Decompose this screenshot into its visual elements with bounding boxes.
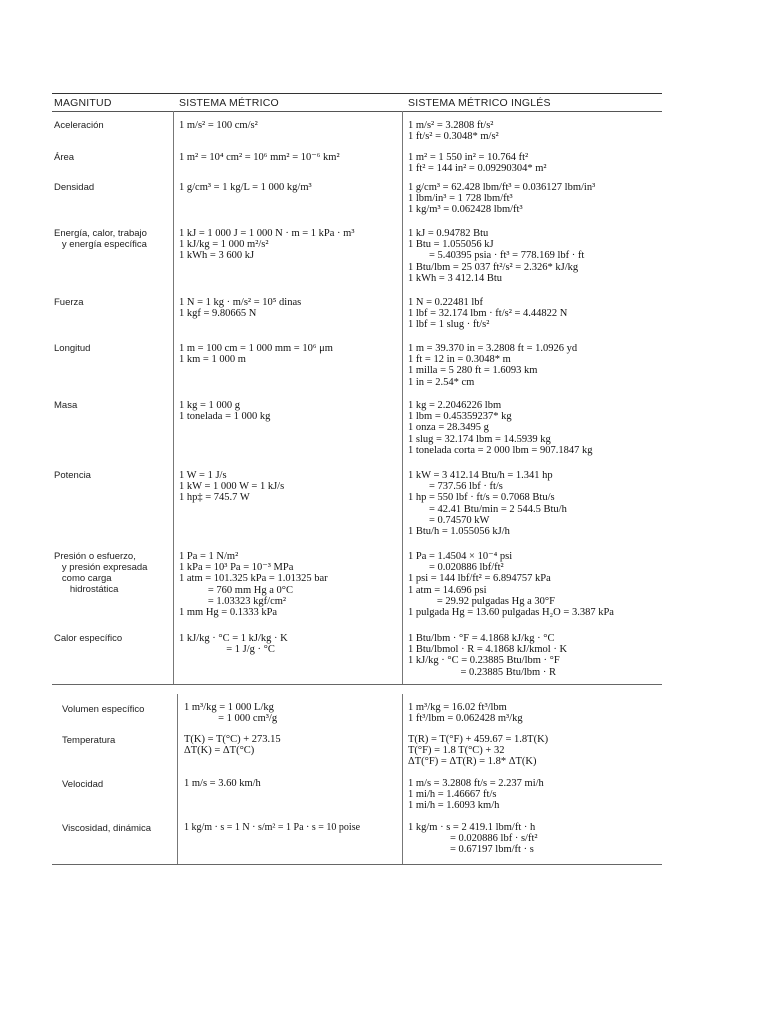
row-english-potencia: 1 kW = 3 412.14 Btu/h = 1.341 hp = 737.56 lbf · ft/s 1 hp = 550 lbf · ft/s = 0.7068 Btu/s = 42.41 Btu/min = 2 544.5 Btu/h = 0.74570 kW 1 Btu/h = 1.055056 kJ/h: [408, 470, 567, 538]
row-metric-potencia: 1 W = 1 J/s 1 kW = 1 000 W = 1 kJ/s 1 hp‡ = 745.7 W: [179, 470, 285, 504]
row-metric-volumen-especifico: 1 m³/kg = 1 000 L/kg = 1 000 cm³/g: [184, 702, 278, 725]
section-divider-rule: [52, 684, 662, 685]
column-divider-right: [402, 111, 403, 684]
row-english-aceleracion: 1 m/s² = 3.2808 ft/s² 1 ft/s² = 0.3048* m/s²: [408, 120, 499, 143]
header-metric-system: SISTEMA MÉTRICO: [179, 97, 279, 109]
row-label-area: Área: [54, 152, 75, 163]
row-label-viscosidad: Viscosidad, dinámica: [62, 823, 152, 834]
header-english-system: SISTEMA MÉTRICO INGLÉS: [408, 97, 551, 109]
row-metric-fuerza: 1 N = 1 kg · m/s² = 10⁵ dinas 1 kgf = 9.80665 N: [179, 297, 302, 320]
row-label-aceleracion: Aceleración: [54, 120, 104, 131]
row-label-volumen-especifico: Volumen específico: [62, 704, 145, 715]
row-metric-calor-especifico: 1 kJ/kg · °C = 1 kJ/kg · K = 1 J/g · °C: [179, 633, 288, 656]
row-english-longitud: 1 m = 39.370 in = 3.2808 ft = 1.0926 yd 1 ft = 12 in = 0.3048* m 1 milla = 5 280 ft = 1.6093 km 1 in = 2.54* cm: [408, 343, 578, 388]
row-english-viscosidad: 1 kg/m · s = 2 419.1 lbm/ft · h = 0.020886 lbf · s/ft² = 0.67197 lbm/ft · s: [408, 822, 538, 856]
row-english-temperatura: T(R) = T(°F) + 459.67 = 1.8T(K) T(°F) = 1.8 T(°C) + 32 ΔT(°F) = ΔT(R) = 1.8* ΔT(K): [408, 734, 549, 768]
row-metric-aceleracion: 1 m/s² = 100 cm/s²: [179, 120, 258, 131]
row-label-temperatura: Temperatura: [62, 735, 116, 746]
row-label-presion: Presión o esfuerzo, y presión expresada como carga hidrostática: [54, 551, 148, 595]
row-metric-area: 1 m² = 10⁴ cm² = 10⁶ mm² = 10⁻⁶ km²: [179, 152, 340, 163]
row-english-presion: 1 Pa = 1.4504 × 10⁻⁴ psi = 0.020886 lbf/ft² 1 psi = 144 lbf/ft² = 6.894757 kPa 1 atm = 14.696 psi = 29.92 pulgadas Hg a 30°F 1 pulgada Hg = 13.60 pulgadas H₂O = 3.387 kPa: [408, 551, 614, 619]
table-bottom-rule: [52, 864, 662, 865]
row-label-longitud: Longitud: [54, 343, 91, 354]
row-metric-energia: 1 kJ = 1 000 J = 1 000 N · m = 1 kPa · m³ 1 kJ/kg = 1 000 m²/s² 1 kWh = 3 600 kJ: [179, 228, 355, 262]
row-metric-longitud: 1 m = 100 cm = 1 000 mm = 10⁶ μm 1 km = 1 000 m: [179, 343, 333, 366]
row-metric-densidad: 1 g/cm³ = 1 kg/L = 1 000 kg/m³: [179, 182, 312, 193]
row-english-calor-especifico: 1 Btu/lbm · °F = 4.1868 kJ/kg · °C 1 Btu/lbmol · R = 4.1868 kJ/kmol · K 1 kJ/kg · °C = 0.23885 Btu/lbm · °F = 0.23885 Btu/lbm · R: [408, 633, 568, 678]
row-metric-velocidad: 1 m/s = 3.60 km/h: [184, 778, 261, 789]
column-divider-left-lower: [177, 694, 178, 864]
row-english-volumen-especifico: 1 m³/kg = 16.02 ft³/lbm 1 ft³/lbm = 0.062428 m³/kg: [408, 702, 523, 725]
row-label-masa: Masa: [54, 400, 78, 411]
row-english-masa: 1 kg = 2.2046226 lbm 1 lbm = 0.45359237* kg 1 onza = 28.3495 g 1 slug = 32.174 lbm = 14.5939 kg 1 tonelada corta = 2 000 lbm = 907.1847 kg: [408, 400, 593, 456]
row-metric-viscosidad: 1 kg/m · s = 1 N · s/m² = 1 Pa · s = 10 poise: [184, 822, 361, 833]
table-top-rule: [52, 93, 662, 94]
row-label-densidad: Densidad: [54, 182, 95, 193]
row-metric-presion: 1 Pa = 1 N/m² 1 kPa = 10³ Pa = 10⁻³ MPa 1 atm = 101.325 kPa = 1.01325 bar = 760 mm Hg a 0°C = 1.03323 kgf/cm² 1 mm Hg = 0.1333 kPa: [179, 551, 328, 619]
row-metric-temperatura: T(K) = T(°C) + 273.15 ΔT(K) = ΔT(°C): [184, 734, 281, 757]
row-english-densidad: 1 g/cm³ = 62.428 lbm/ft³ = 0.036127 lbm/in³ 1 lbm/in³ = 1 728 lbm/ft³ 1 kg/m³ = 0.062428 lbm/ft³: [408, 182, 596, 216]
row-label-velocidad: Velocidad: [62, 779, 104, 790]
row-label-energia: Energía, calor, trabajo y energía específica: [54, 228, 147, 250]
row-label-calor-especifico: Calor específico: [54, 633, 123, 644]
header-magnitude: MAGNITUD: [54, 97, 112, 109]
column-divider-left: [173, 111, 174, 684]
table-header-rule: [52, 111, 662, 112]
row-english-velocidad: 1 m/s = 3.2808 ft/s = 2.237 mi/h 1 mi/h = 1.46667 ft/s 1 mi/h = 1.6093 km/h: [408, 778, 544, 812]
row-label-potencia: Potencia: [54, 470, 91, 481]
row-english-energia: 1 kJ = 0.94782 Btu 1 Btu = 1.055056 kJ = 5.40395 psia · ft³ = 778.169 lbf · ft 1 Btu/lbm = 25 037 ft²/s² = 2.326* kJ/kg 1 kWh = 3 412.14 Btu: [408, 228, 585, 284]
column-divider-right-lower: [402, 694, 403, 864]
row-english-area: 1 m² = 1 550 in² = 10.764 ft² 1 ft² = 144 in² = 0.09290304* m²: [408, 152, 547, 175]
row-metric-masa: 1 kg = 1 000 g 1 tonelada = 1 000 kg: [179, 400, 271, 423]
row-english-fuerza: 1 N = 0.22481 lbf 1 lbf = 32.174 lbm · ft/s² = 4.44822 N 1 lbf = 1 slug · ft/s²: [408, 297, 568, 331]
row-label-fuerza: Fuerza: [54, 297, 84, 308]
